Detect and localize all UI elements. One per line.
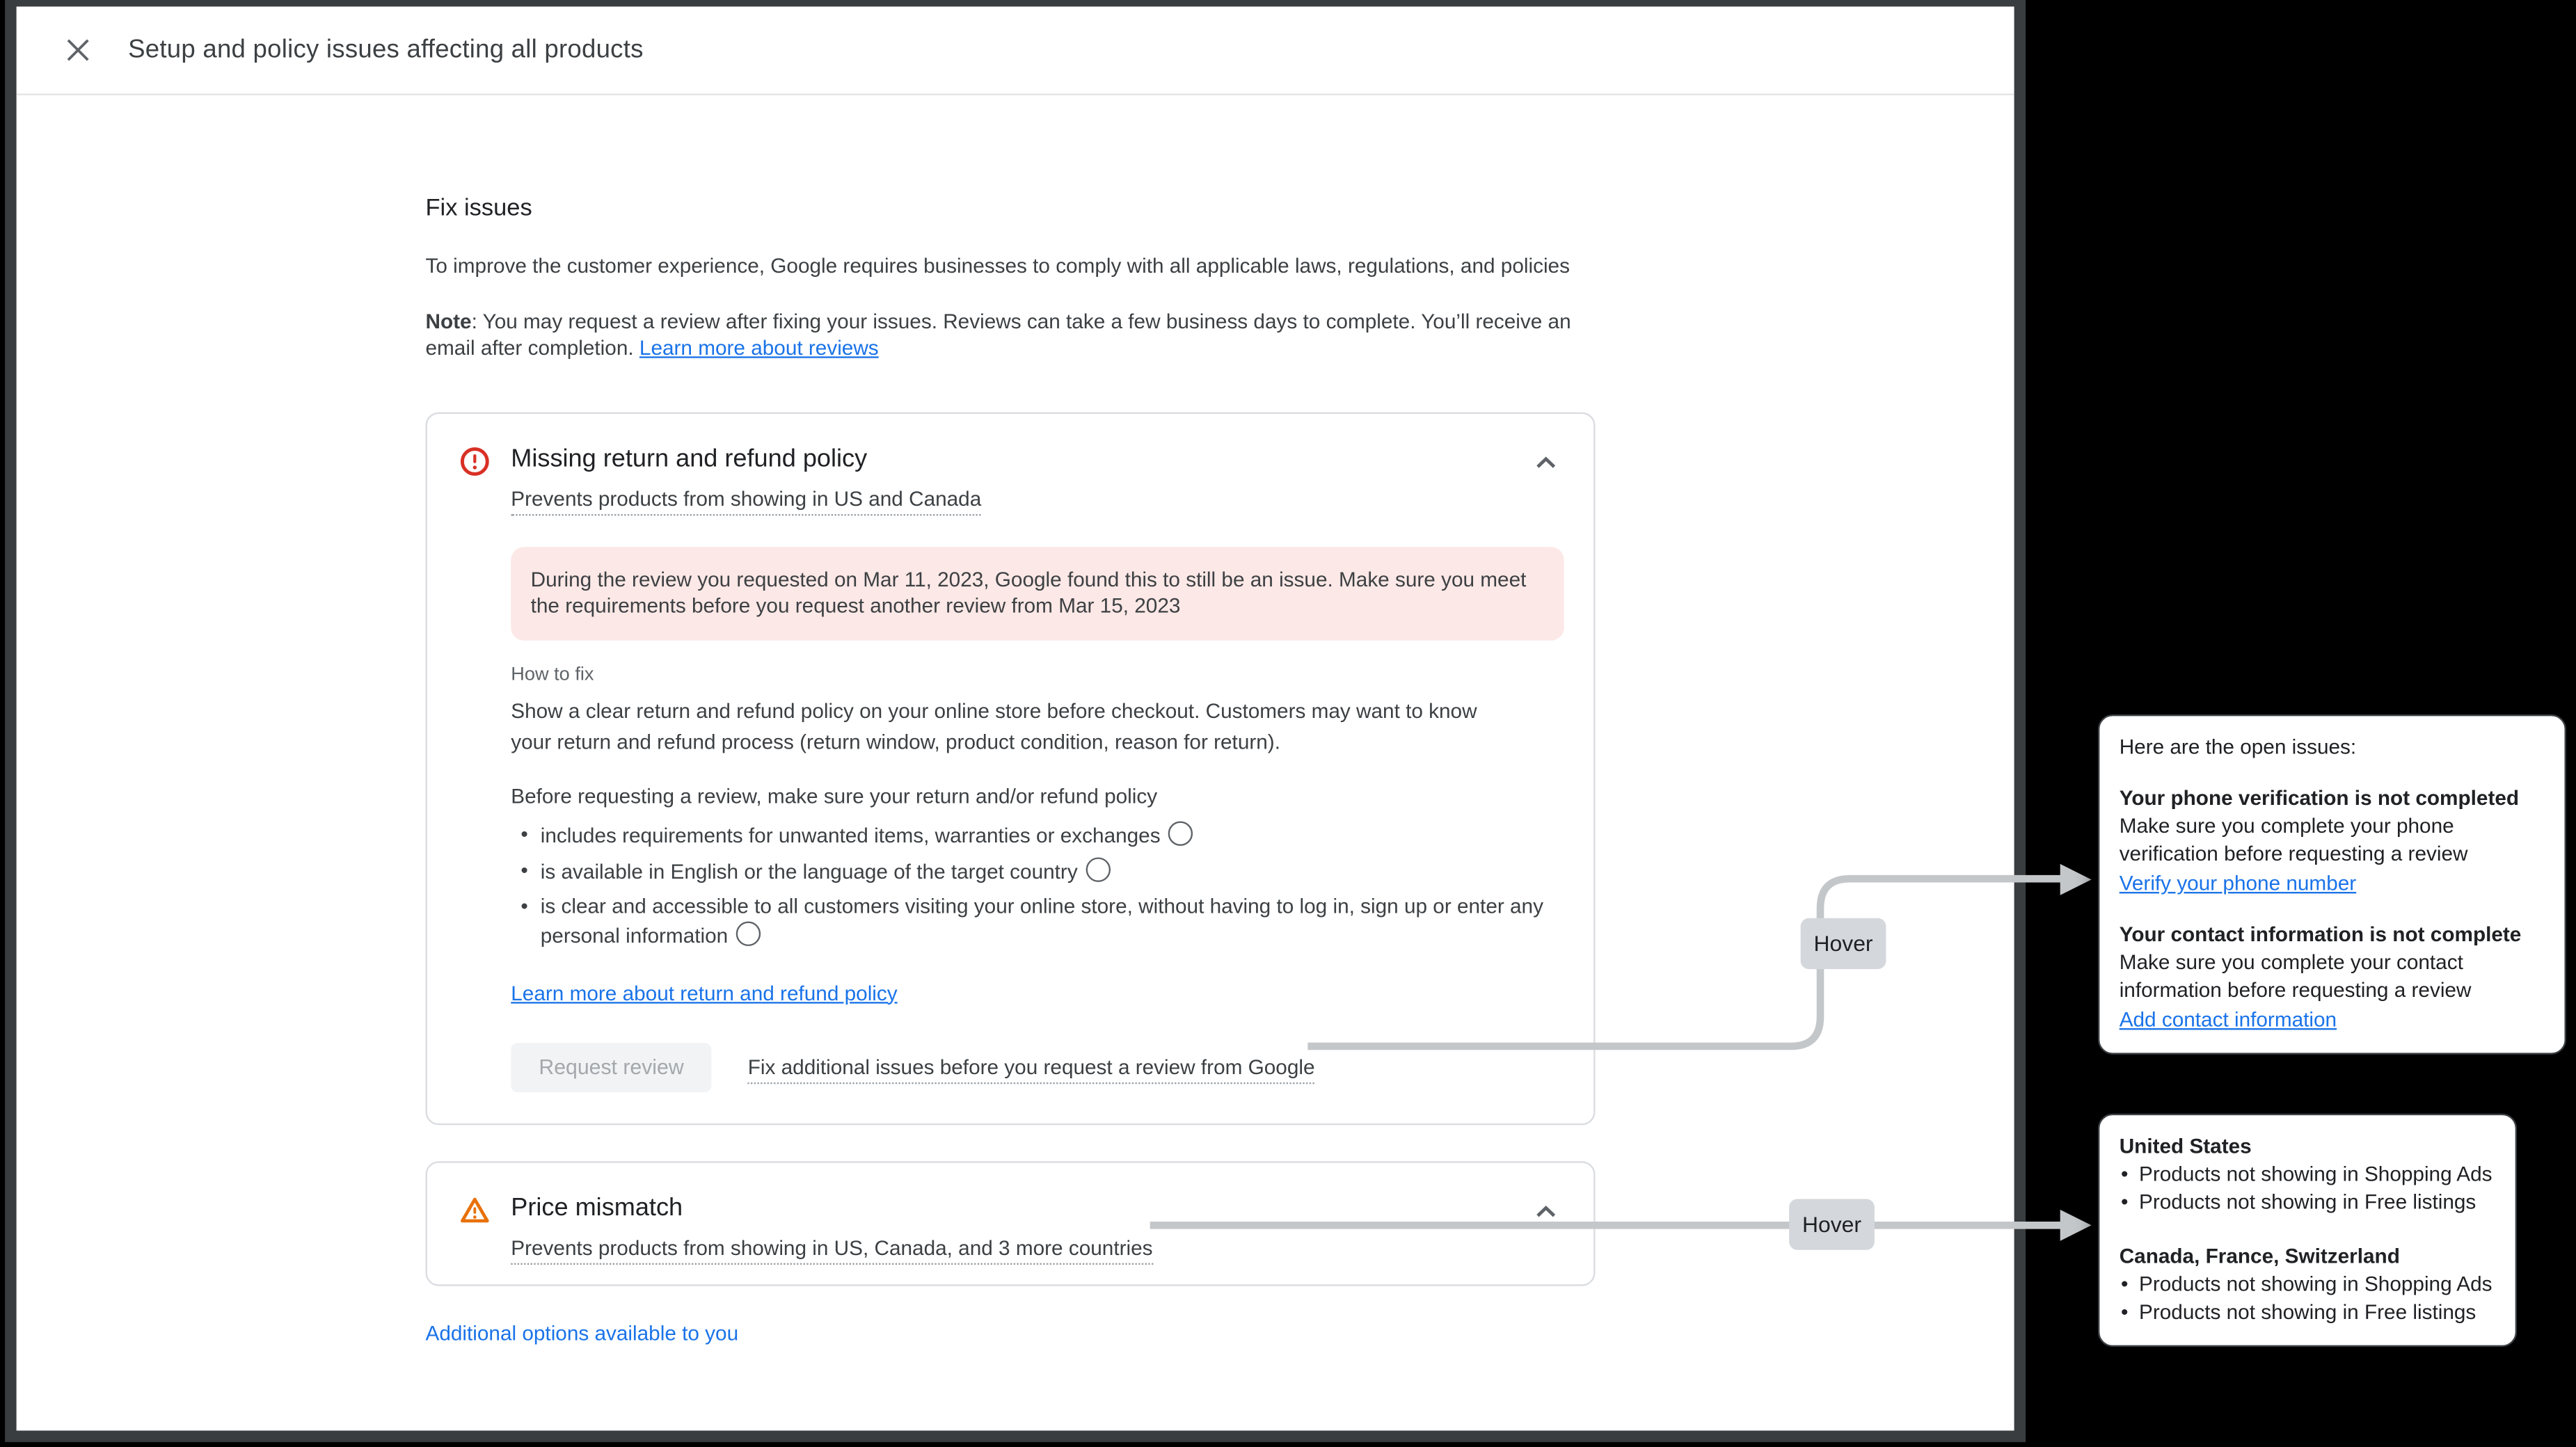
tooltip-list-item: • Products not showing in Free listings (2120, 1189, 2496, 1217)
tooltip-list-item: • Products not showing in Shopping Ads (2120, 1161, 2496, 1189)
review-alert-banner: During the review you requested on Mar 11, 2023, Google found this to still be an issue. Make sure you meet the requirements before you request another review from Mar 15, 2023 (511, 546, 1564, 640)
hover-label-1: Hover (1801, 918, 1886, 969)
tooltip-group-ca-fr-ch (2120, 1243, 2496, 1327)
list-item: • includes requirements for unwanted items, warranties or exchanges (511, 820, 1561, 849)
learn-more-return-refund-link[interactable]: Learn more about return and refund policy (511, 981, 898, 1005)
tooltip-list-item: • Products not showing in Free listings (2120, 1300, 2496, 1327)
tooltip-section-contact (2120, 922, 2545, 1035)
issue-subtitle-hover-target[interactable]: Prevents products from showing in US and Canada (511, 487, 981, 515)
how-to-fix-label: How to fix (511, 664, 594, 685)
tooltip-section-phone (2120, 785, 2545, 899)
add-contact-information-link[interactable]: Add contact information (2119, 1008, 2337, 1032)
issue-card-refund-policy (425, 411, 1595, 1124)
tooltip-list-item: • Products not showing in Shopping Ads (2120, 1271, 2496, 1299)
tooltip-section-body: Make sure you complete your contact information before requesting a review (2119, 951, 2472, 1002)
request-review-button[interactable]: Request review (511, 1042, 712, 1092)
arrowhead-1 (2060, 864, 2092, 895)
collapse-chevron-icon[interactable] (1531, 447, 1560, 477)
help-icon[interactable] (1086, 856, 1111, 881)
tooltip-group-title: Canada, France, Switzerland (2119, 1245, 2400, 1268)
fix-additional-issues-hover-target[interactable]: Fix additional issues before you request a review from Google (748, 1055, 1315, 1083)
collapse-chevron-icon[interactable] (1531, 1197, 1560, 1226)
issue-title: Missing return and refund policy (511, 444, 868, 472)
warning-icon (460, 1195, 489, 1224)
countries-tooltip (2098, 1114, 2517, 1347)
help-icon[interactable] (736, 920, 761, 945)
note-label: Note (425, 310, 472, 333)
tooltip-section-title: Your phone verification is not completed (2119, 786, 2520, 810)
tooltip-section-title: Your contact information is not complete (2119, 922, 2522, 946)
tooltip-group-us (2120, 1133, 2496, 1217)
learn-more-reviews-link[interactable]: Learn more about reviews (639, 337, 879, 360)
help-icon[interactable] (1168, 820, 1193, 845)
intro-paragraph: To improve the customer experience, Google requires businesses to comply with all applicable laws, regulations, and policies (425, 254, 1570, 278)
dialog-title: Setup and policy issues affecting all products (128, 35, 644, 63)
dialog-content (17, 95, 2014, 1348)
list-item: • is clear and accessible to all customers visiting your online store, without having to log in, sign up or enter any personal information (511, 893, 1561, 950)
hover-label-2: Hover (1789, 1199, 1875, 1250)
how-to-fix-body: Show a clear return and refund policy on your online store before checkout. Customers may want to know your return and refund process (return window, product condition, reason for return). (511, 698, 1477, 753)
issue-title: Price mismatch (511, 1193, 683, 1222)
setup-policy-dialog (17, 6, 2014, 1430)
fix-issues-heading: Fix issues (425, 195, 532, 222)
close-icon[interactable] (59, 32, 95, 68)
list-item: • is available in English or the language of the target country (511, 856, 1561, 886)
before-review-text: Before requesting a review, make sure your return and/or refund policy (511, 784, 1158, 808)
dialog-header (17, 6, 2014, 95)
issue-subtitle-hover-target[interactable]: Prevents products from showing in US, Canada, and 3 more countries (511, 1236, 1152, 1264)
arrowhead-2 (2060, 1210, 2092, 1241)
tooltip-section-body: Make sure you complete your phone verification before requesting a review (2119, 815, 2468, 866)
note-body: : You may request a review after fixing your issues. Reviews can take a few business days to complete. You’ll receive an email after completion. (425, 310, 1571, 360)
tooltip-group-title: United States (2119, 1135, 2252, 1158)
note-paragraph (425, 308, 1595, 362)
issue-card-price-mismatch (425, 1160, 1595, 1285)
error-icon (460, 446, 489, 475)
verify-phone-number-link[interactable]: Verify your phone number (2119, 872, 2357, 895)
policy-requirements-list (511, 820, 1561, 950)
tooltip-intro: Here are the open issues: (2119, 735, 2357, 759)
open-issues-tooltip (2098, 714, 2566, 1055)
additional-options-link[interactable]: Additional options available to you (425, 1321, 739, 1345)
